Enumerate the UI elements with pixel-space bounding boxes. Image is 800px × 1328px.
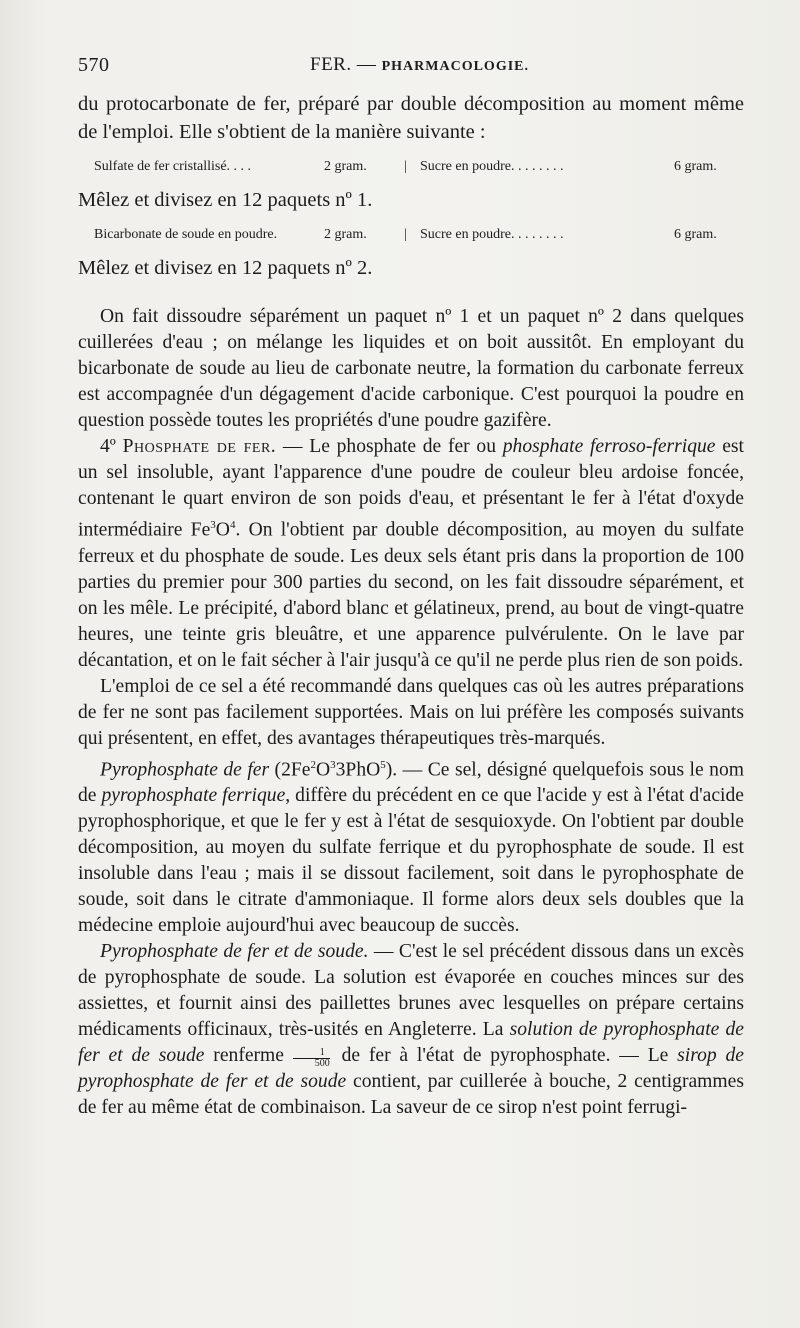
page-body bbox=[78, 90, 744, 1121]
recipe2-quantity2: 6 gram. bbox=[674, 227, 717, 242]
paragraph-phosphate bbox=[78, 434, 744, 674]
recipe1-quantity1: 2 gram. bbox=[324, 159, 367, 174]
formula-run: (2Fe bbox=[269, 759, 311, 781]
page-header bbox=[78, 54, 744, 82]
paragraph-usage: L'emploi de ce sel a été recommandé dans quelques cas où les autres préparations de fer ne sont pas facilement supportées. Mais on lui préfère les composés suivants qui présentent, en effet, des avantages thérapeutiques très-marqués. bbox=[78, 675, 744, 749]
recipe1-ingredient1: Sulfate de fer cristallisé. . . . bbox=[94, 159, 252, 174]
text-run: — Le phosphate de fer ou bbox=[276, 436, 503, 457]
intro-paragraph: du protocarbonate de fer, préparé par double décomposition au moment même de l'emploi. Elle s'obtient de la manière suivante : bbox=[78, 93, 744, 143]
paragraph-pyrophosphate bbox=[78, 752, 744, 940]
recipe1-quantity2: 6 gram. bbox=[674, 159, 717, 174]
recipe2-quantity1: 2 gram. bbox=[324, 227, 367, 242]
text-run: est un sel insoluble, ayant l'apparence d'une poudre de couleur bleu ardoise foncée, contenant le quart environ de son poids d'eau, et présentant le fer à l'état d'oxyde intermédiaire Fe bbox=[78, 436, 744, 541]
spacer bbox=[78, 290, 744, 304]
mix-instruction-1: Mêlez et divisez en 12 paquets nº 1. bbox=[78, 189, 373, 211]
text-run: — Ce sel, désigné quelquefois sous le nom de bbox=[78, 759, 744, 807]
text-run: , diffère du précédent en ce que l'acide y est à l'état d'acide pyrophosphorique, et que le fer y est à l'état de sesquioxyde. On l'obtient par double décomposition, au moyen du sulfate ferrique et du pyrophosphate de soude. Il est insoluble dans l'eau ; mais il se dissout facilement, soit dans le pyrophosphate de soude, soit dans le citrate d'ammoniaque. Il forme alors deux sels doubles que la médecine emploie aujourd'hui avec beaucoup de succès. bbox=[78, 785, 744, 937]
fraction-denominator: 500 bbox=[314, 1058, 330, 1070]
page-number: 570 bbox=[78, 54, 110, 76]
running-head-title: FER. — bbox=[310, 54, 382, 75]
italic-term: phosphate ferroso-ferrique bbox=[502, 436, 716, 457]
superscript: 4 bbox=[229, 519, 236, 531]
formula-run: O bbox=[315, 759, 331, 781]
italic-title: Pyrophosphate de fer et de soude. bbox=[100, 941, 369, 963]
running-head-section: PHARMACOLOGIE. bbox=[381, 59, 529, 74]
recipe2-ingredient2: Sucre en poudre. . . . . . . . bbox=[420, 227, 564, 242]
italic-title: Pyrophosphate de fer bbox=[100, 759, 270, 781]
superscript: 5 bbox=[380, 758, 386, 771]
recipe2-ingredient1: Bicarbonate de soude en poudre. bbox=[94, 227, 278, 242]
formula-run: 3PhO bbox=[335, 759, 381, 781]
text-run: . On l'obtient par double décomposition, au moyen du sulfate ferreux et du phosphate de soude. Les deux sels étant pris dans la proportion de 100 parties du premier pour 300 parties du second, on les fait dissoudre séparément, et on les mêle. Le précipité, d'abord blanc et gélatineux, prend, au bout de vingt-quatre heures, une teinte gris bleuâtre, et une apparence pulvérulente. On le lave par décantation, et on le fait sécher à l'air jusqu'à ce qu'il ne perde plus rien de son poids. bbox=[78, 519, 744, 671]
mix-instruction-2: Mêlez et divisez en 12 paquets nº 2. bbox=[78, 257, 373, 279]
section-number: 4º bbox=[100, 436, 116, 457]
fraction bbox=[293, 1048, 330, 1069]
text-run: renferme bbox=[204, 1045, 293, 1067]
paragraph-dissolution: On fait dissoudre séparément un paquet nº 1 et un paquet nº 2 dans quelques cuillerées d'eau ; on mélange les liquides et on boit aussitôt. En employant du bicarbonate de soude au lieu de carbonate neutre, la formation du carbonate ferreux est accompagnée d'un dégagement d'acide carbonique. C'est pourquoi la poudre en question possède toutes les propriétés d'une poudre gazifère. bbox=[78, 306, 744, 431]
superscript: 3 bbox=[330, 758, 336, 771]
superscript: 3 bbox=[210, 519, 216, 531]
text-run: O bbox=[215, 519, 230, 541]
recipe-line-1 bbox=[94, 154, 744, 180]
italic-term: pyrophosphate ferrique bbox=[101, 785, 286, 807]
recipe-line-2 bbox=[94, 222, 744, 248]
paragraph-pyrophosphate-soude bbox=[78, 939, 744, 1121]
recipe2-separator: | bbox=[404, 227, 407, 242]
running-head bbox=[310, 54, 529, 76]
italic-term: solution de pyrophosphate de fer et de soude bbox=[78, 1019, 744, 1067]
fraction-numerator: 1 bbox=[293, 1048, 330, 1059]
section-heading: Phosphate de fer. bbox=[122, 436, 277, 457]
superscript: 2 bbox=[310, 758, 316, 771]
text-run: — C'est le sel précédent dissous dans un excès de pyrophosphate de soude. La solution est évaporée en couches minces sur des assiettes, et fournit ainsi des paillettes brunes avec lesquelles on prépare certains médicaments officinaux, très-usités en Angleterre. La bbox=[78, 941, 744, 1041]
formula-run: ). bbox=[385, 759, 398, 781]
text-run: de fer à l'état de pyrophosphate. — Le bbox=[332, 1045, 678, 1067]
recipe1-separator: | bbox=[404, 159, 407, 174]
text-run: contient, par cuillerée à bouche, 2 centigrammes de fer au même état de combinaison. La saveur de ce sirop n'est point ferrugi- bbox=[78, 1071, 744, 1119]
recipe1-ingredient2: Sucre en poudre. . . . . . . . bbox=[420, 159, 564, 174]
italic-term: sirop de pyrophosphate de fer et de soude bbox=[78, 1045, 745, 1093]
